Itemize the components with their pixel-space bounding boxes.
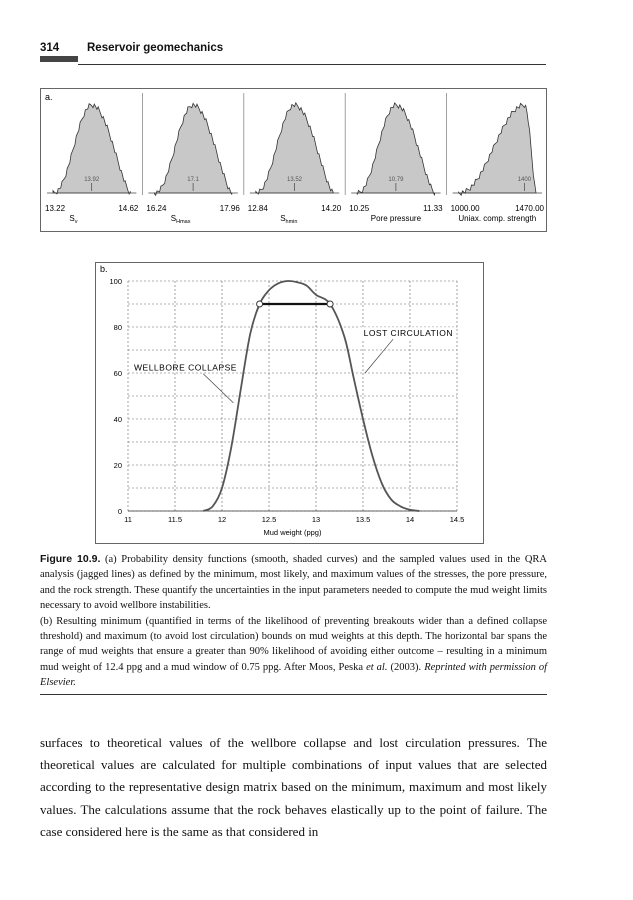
- mud-weight-chart: [96, 263, 485, 545]
- histogram-max-label: 14.20: [321, 204, 342, 213]
- y-tick-label: 80: [113, 323, 122, 332]
- histogram-min-label: 12.84: [247, 204, 268, 213]
- histogram-min-label: 16.24: [146, 204, 167, 213]
- histogram-name-main: S: [170, 214, 177, 223]
- histogram-max-label: 1470.00: [515, 204, 544, 213]
- header-rule: [78, 64, 546, 65]
- x-tick-label: 12: [217, 515, 227, 524]
- histogram-min-label: 10.25: [349, 204, 370, 213]
- probability-curve: [203, 281, 419, 511]
- x-tick-label: 14: [405, 515, 415, 524]
- page-number: 314: [40, 42, 60, 54]
- x-tick-label: 11: [124, 515, 132, 524]
- lost-circulation-leader: [365, 339, 393, 373]
- running-title: Reservoir geomechanics: [87, 42, 224, 54]
- header-marker: [40, 56, 78, 62]
- panel-a-label: a.: [45, 92, 53, 102]
- histogram-max-label: 11.33: [423, 204, 443, 213]
- histogram-name-main: Uniax. comp. strength: [458, 214, 537, 223]
- y-tick-label: 100: [109, 277, 122, 286]
- body-paragraph: [40, 732, 547, 843]
- histogram-name: [371, 214, 422, 223]
- histogram-name-main: S: [280, 214, 286, 223]
- histogram-name-main: Pore pressure: [370, 214, 422, 223]
- figure-panel-a: [40, 88, 547, 232]
- most-likely-value: 1400: [517, 177, 532, 183]
- y-tick-label: 0: [117, 507, 122, 516]
- histogram-name-subscript: hmin: [285, 219, 298, 225]
- mud-window-min-point: [257, 301, 263, 307]
- histogram-name: [280, 214, 297, 225]
- mud-window-max-point: [327, 301, 333, 307]
- caption-rule: [40, 694, 547, 695]
- caption-part-b: (b) Resulting minimum (quantified in terms of the likelihood of preventing breakouts wider than a defined collapse threshold) and maximum (to avoid lost circulation) bounds on mud weights at this depth. The horizontal bar spans the range of mud weights that ensure a greater than 90% likelihood of avoiding either outcome – resulting in a minimum mud weight of 12.4 ppg and a mud window of 0.75 ppg. After Moos, Peska: [40, 615, 547, 673]
- y-tick-label: 60: [113, 369, 122, 378]
- histogram-name-subscript: Hmax: [176, 219, 191, 225]
- caption-year: (2003).: [390, 661, 422, 673]
- histogram-max-label: 14.62: [118, 204, 139, 213]
- most-likely-value: 10.79: [388, 177, 404, 183]
- histogram-min-label: 13.22: [45, 204, 66, 213]
- x-axis-title: Mud weight (ppg): [263, 528, 322, 537]
- wellbore-collapse-label: WELLBORE COLLAPSE: [134, 362, 237, 373]
- x-tick-label: 11.5: [167, 515, 183, 524]
- most-likely-value: 13.52: [286, 177, 303, 183]
- histogram-name: [458, 214, 536, 223]
- histogram-name-main: S: [69, 214, 75, 223]
- histogram-name-subscript: v: [74, 219, 78, 225]
- figure-label: Figure 10.9.: [40, 553, 101, 565]
- caption-reprint: Reprinted with permission of Elsevier.: [40, 661, 548, 689]
- x-tick-label: 13: [311, 515, 321, 524]
- x-tick-label: 13.5: [355, 515, 371, 524]
- body-text: surfaces to theoretical values of the wellbore collapse and lost circulation pressures. The theoretical values are calculated for multiple combinations of input values that are selected according to the representative design matrix based on the minimum, maximum and most likely values. The calculations assume that the rock behaves elastically up to the point of failure. The case considered here is the same as that considered in: [40, 735, 547, 839]
- caption-part-a: (a) Probability density functions (smooth, shaded curves) and the sampled values used in the QRA analysis (jagged lines) as defined by the minimum, most likely, and maximum values of the stresses, the pore pressure, and the rock strength. These quantify the uncertainties in the input parameters needed to compute the mud weight limits necessary to avoid wellbore instabilities.: [40, 554, 547, 612]
- histogram-name: [69, 214, 77, 225]
- x-tick-label: 12.5: [261, 515, 277, 524]
- most-likely-value: 13.92: [84, 177, 100, 183]
- y-tick-label: 40: [113, 415, 122, 424]
- most-likely-value: 17.1: [187, 177, 199, 183]
- lost-circulation-label: LOST CIRCULATION: [363, 328, 453, 339]
- caption-et-al: et al.: [366, 661, 388, 673]
- y-tick-label: 20: [113, 461, 122, 470]
- x-tick-label: 14.5: [449, 515, 465, 524]
- figure-caption: [40, 552, 547, 691]
- histogram-max-label: 17.96: [219, 204, 240, 213]
- panel-b-label: b.: [100, 264, 108, 274]
- histogram-min-label: 1000.00: [450, 204, 480, 213]
- histogram-panel: [41, 89, 548, 233]
- figure-panel-b: [95, 262, 484, 544]
- histogram-name: [171, 214, 191, 225]
- wellbore-collapse-leader: [203, 374, 233, 403]
